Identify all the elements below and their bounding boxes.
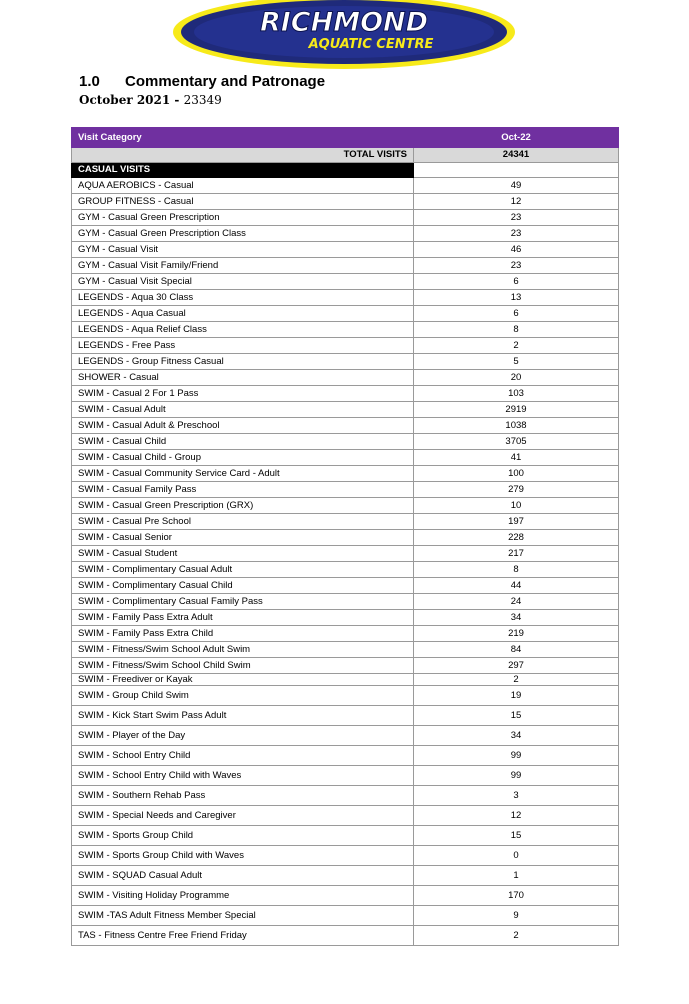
table-row <box>72 530 619 546</box>
patronage-table <box>71 127 619 946</box>
table-row <box>72 466 619 482</box>
table-row <box>72 434 619 450</box>
table-row <box>72 306 619 322</box>
visit-count-cell: 6 <box>414 306 619 322</box>
visit-category-cell: SWIM - Complimentary Casual Family Pass <box>72 594 414 610</box>
visit-count-cell: 2 <box>414 926 619 946</box>
visit-category-cell: SWIM - SQUAD Casual Adult <box>72 866 414 886</box>
table-row <box>72 178 619 194</box>
section-number: 1.0 <box>79 73 100 90</box>
logo-text-line2: AQUATIC CENTRE <box>308 37 434 52</box>
visit-category-cell: SWIM - Special Needs and Caregiver <box>72 806 414 826</box>
table-row <box>72 258 619 274</box>
visit-count-cell: 44 <box>414 578 619 594</box>
table-row <box>72 386 619 402</box>
visit-category-cell: LEGENDS - Group Fitness Casual <box>72 354 414 370</box>
visit-category-cell: SWIM -TAS Adult Fitness Member Special <box>72 906 414 926</box>
visit-category-cell: LEGENDS - Aqua Casual <box>72 306 414 322</box>
visit-count-cell: 6 <box>414 274 619 290</box>
table-row <box>72 322 619 338</box>
visit-count-cell: 15 <box>414 706 619 726</box>
visit-category-cell: SWIM - Casual Family Pass <box>72 482 414 498</box>
table-row <box>72 338 619 354</box>
table-row <box>72 806 619 826</box>
visit-category-cell: GROUP FITNESS - Casual <box>72 194 414 210</box>
visit-category-cell: SWIM - School Entry Child <box>72 746 414 766</box>
visit-count-cell: 12 <box>414 194 619 210</box>
table-row <box>72 886 619 906</box>
total-visits-value: 24341 <box>414 148 619 163</box>
visit-count-cell: 170 <box>414 886 619 906</box>
visit-count-cell: 49 <box>414 178 619 194</box>
visit-category-cell: GYM - Casual Visit Family/Friend <box>72 258 414 274</box>
table-row <box>72 658 619 674</box>
richmond-aquatic-centre-logo <box>171 0 517 70</box>
visit-category-cell: SWIM - Casual 2 For 1 Pass <box>72 386 414 402</box>
visit-count-cell: 1038 <box>414 418 619 434</box>
visit-count-cell: 41 <box>414 450 619 466</box>
visit-category-cell: SWIM - Casual Community Service Card - Adult <box>72 466 414 482</box>
visit-count-cell: 23 <box>414 226 619 242</box>
table-row <box>72 826 619 846</box>
visit-category-cell: TAS - Fitness Centre Free Friend Friday <box>72 926 414 946</box>
section-title: Commentary and Patronage <box>125 73 326 90</box>
report-subheading <box>79 93 222 107</box>
visit-count-cell: 15 <box>414 826 619 846</box>
visit-category-cell: SHOWER - Casual <box>72 370 414 386</box>
table-row <box>72 450 619 466</box>
visit-count-cell: 99 <box>414 766 619 786</box>
section-value-cell <box>414 163 619 178</box>
table-row <box>72 686 619 706</box>
table-row <box>72 594 619 610</box>
visit-category-cell: SWIM - Fitness/Swim School Child Swim <box>72 658 414 674</box>
logo-text-line1: RICHMOND <box>259 7 429 38</box>
table-row <box>72 546 619 562</box>
table-row <box>72 354 619 370</box>
visit-count-cell: 1 <box>414 866 619 886</box>
visit-category-cell: SWIM - Sports Group Child <box>72 826 414 846</box>
visit-count-cell: 217 <box>414 546 619 562</box>
visit-category-cell: GYM - Casual Green Prescription Class <box>72 226 414 242</box>
table-row <box>72 766 619 786</box>
table-row <box>72 866 619 886</box>
report-month: October 2021 <box>79 93 171 107</box>
section-heading <box>79 73 325 90</box>
table-row <box>72 418 619 434</box>
header-visit-category: Visit Category <box>72 128 414 148</box>
visit-category-cell: GYM - Casual Green Prescription <box>72 210 414 226</box>
visit-category-cell: SWIM - Casual Child - Group <box>72 450 414 466</box>
table-row <box>72 498 619 514</box>
visit-category-cell: SWIM - Casual Student <box>72 546 414 562</box>
visit-count-cell: 100 <box>414 466 619 482</box>
visit-count-cell: 23 <box>414 210 619 226</box>
table-row <box>72 194 619 210</box>
visit-category-cell: SWIM - Family Pass Extra Adult <box>72 610 414 626</box>
visit-category-cell: SWIM - Freediver or Kayak <box>72 674 414 686</box>
visit-category-cell: AQUA AEROBICS - Casual <box>72 178 414 194</box>
table-row <box>72 370 619 386</box>
visit-category-cell: SWIM - Sports Group Child with Waves <box>72 846 414 866</box>
visit-count-cell: 228 <box>414 530 619 546</box>
visit-count-cell: 8 <box>414 562 619 578</box>
table-row <box>72 906 619 926</box>
visit-count-cell: 12 <box>414 806 619 826</box>
visit-count-cell: 2 <box>414 338 619 354</box>
visit-count-cell: 3705 <box>414 434 619 450</box>
visit-category-cell: SWIM - Casual Green Prescription (GRX) <box>72 498 414 514</box>
table-row <box>72 578 619 594</box>
table-row <box>72 274 619 290</box>
visit-category-cell: SWIM - Fitness/Swim School Adult Swim <box>72 642 414 658</box>
visit-category-cell: GYM - Casual Visit <box>72 242 414 258</box>
visit-count-cell: 24 <box>414 594 619 610</box>
report-code: 23349 <box>183 93 222 107</box>
table-row <box>72 290 619 306</box>
visit-category-cell: SWIM - Casual Adult & Preschool <box>72 418 414 434</box>
table-row <box>72 846 619 866</box>
visit-count-cell: 103 <box>414 386 619 402</box>
table-row <box>72 674 619 686</box>
visit-category-cell: SWIM - Kick Start Swim Pass Adult <box>72 706 414 726</box>
visit-count-cell: 297 <box>414 658 619 674</box>
visit-count-cell: 9 <box>414 906 619 926</box>
visit-category-cell: GYM - Casual Visit Special <box>72 274 414 290</box>
visit-category-cell: SWIM - Family Pass Extra Child <box>72 626 414 642</box>
header-period: Oct-22 <box>414 128 619 148</box>
visit-category-cell: LEGENDS - Aqua 30 Class <box>72 290 414 306</box>
table-row <box>72 706 619 726</box>
visit-count-cell: 10 <box>414 498 619 514</box>
table-row <box>72 482 619 498</box>
visit-count-cell: 2919 <box>414 402 619 418</box>
visit-category-cell: SWIM - Casual Adult <box>72 402 414 418</box>
table-row <box>72 242 619 258</box>
visit-count-cell: 0 <box>414 846 619 866</box>
visit-category-cell: LEGENDS - Aqua Relief Class <box>72 322 414 338</box>
visit-category-cell: SWIM - Casual Pre School <box>72 514 414 530</box>
visit-count-cell: 279 <box>414 482 619 498</box>
visit-category-cell: LEGENDS - Free Pass <box>72 338 414 354</box>
visit-count-cell: 5 <box>414 354 619 370</box>
visit-count-cell: 197 <box>414 514 619 530</box>
table-header-row <box>72 128 619 148</box>
table-row <box>72 726 619 746</box>
table-row <box>72 402 619 418</box>
visit-category-cell: SWIM - School Entry Child with Waves <box>72 766 414 786</box>
table-row <box>72 626 619 642</box>
visit-category-cell: SWIM - Player of the Day <box>72 726 414 746</box>
visit-count-cell: 19 <box>414 686 619 706</box>
total-visits-row <box>72 148 619 163</box>
report-separator: - <box>170 93 184 107</box>
visit-count-cell: 34 <box>414 610 619 626</box>
total-visits-label: TOTAL VISITS <box>72 148 414 163</box>
visit-count-cell: 23 <box>414 258 619 274</box>
visit-count-cell: 2 <box>414 674 619 686</box>
visit-category-cell: SWIM - Casual Senior <box>72 530 414 546</box>
table-row <box>72 514 619 530</box>
table-row <box>72 642 619 658</box>
table-row <box>72 226 619 242</box>
visit-category-cell: SWIM - Complimentary Casual Adult <box>72 562 414 578</box>
visit-count-cell: 13 <box>414 290 619 306</box>
visit-count-cell: 84 <box>414 642 619 658</box>
visit-category-cell: SWIM - Group Child Swim <box>72 686 414 706</box>
section-row-casual-visits <box>72 163 619 178</box>
visit-count-cell: 34 <box>414 726 619 746</box>
visit-count-cell: 8 <box>414 322 619 338</box>
visit-category-cell: SWIM - Southern Rehab Pass <box>72 786 414 806</box>
visit-count-cell: 20 <box>414 370 619 386</box>
visit-count-cell: 219 <box>414 626 619 642</box>
visit-category-cell: SWIM - Casual Child <box>72 434 414 450</box>
table-row <box>72 786 619 806</box>
visit-category-cell: SWIM - Complimentary Casual Child <box>72 578 414 594</box>
visit-count-cell: 46 <box>414 242 619 258</box>
table-row <box>72 926 619 946</box>
table-row <box>72 210 619 226</box>
visit-count-cell: 99 <box>414 746 619 766</box>
table-row <box>72 562 619 578</box>
section-label: CASUAL VISITS <box>72 163 414 178</box>
visit-count-cell: 3 <box>414 786 619 806</box>
table-row <box>72 746 619 766</box>
table-row <box>72 610 619 626</box>
visit-category-cell: SWIM - Visiting Holiday Programme <box>72 886 414 906</box>
